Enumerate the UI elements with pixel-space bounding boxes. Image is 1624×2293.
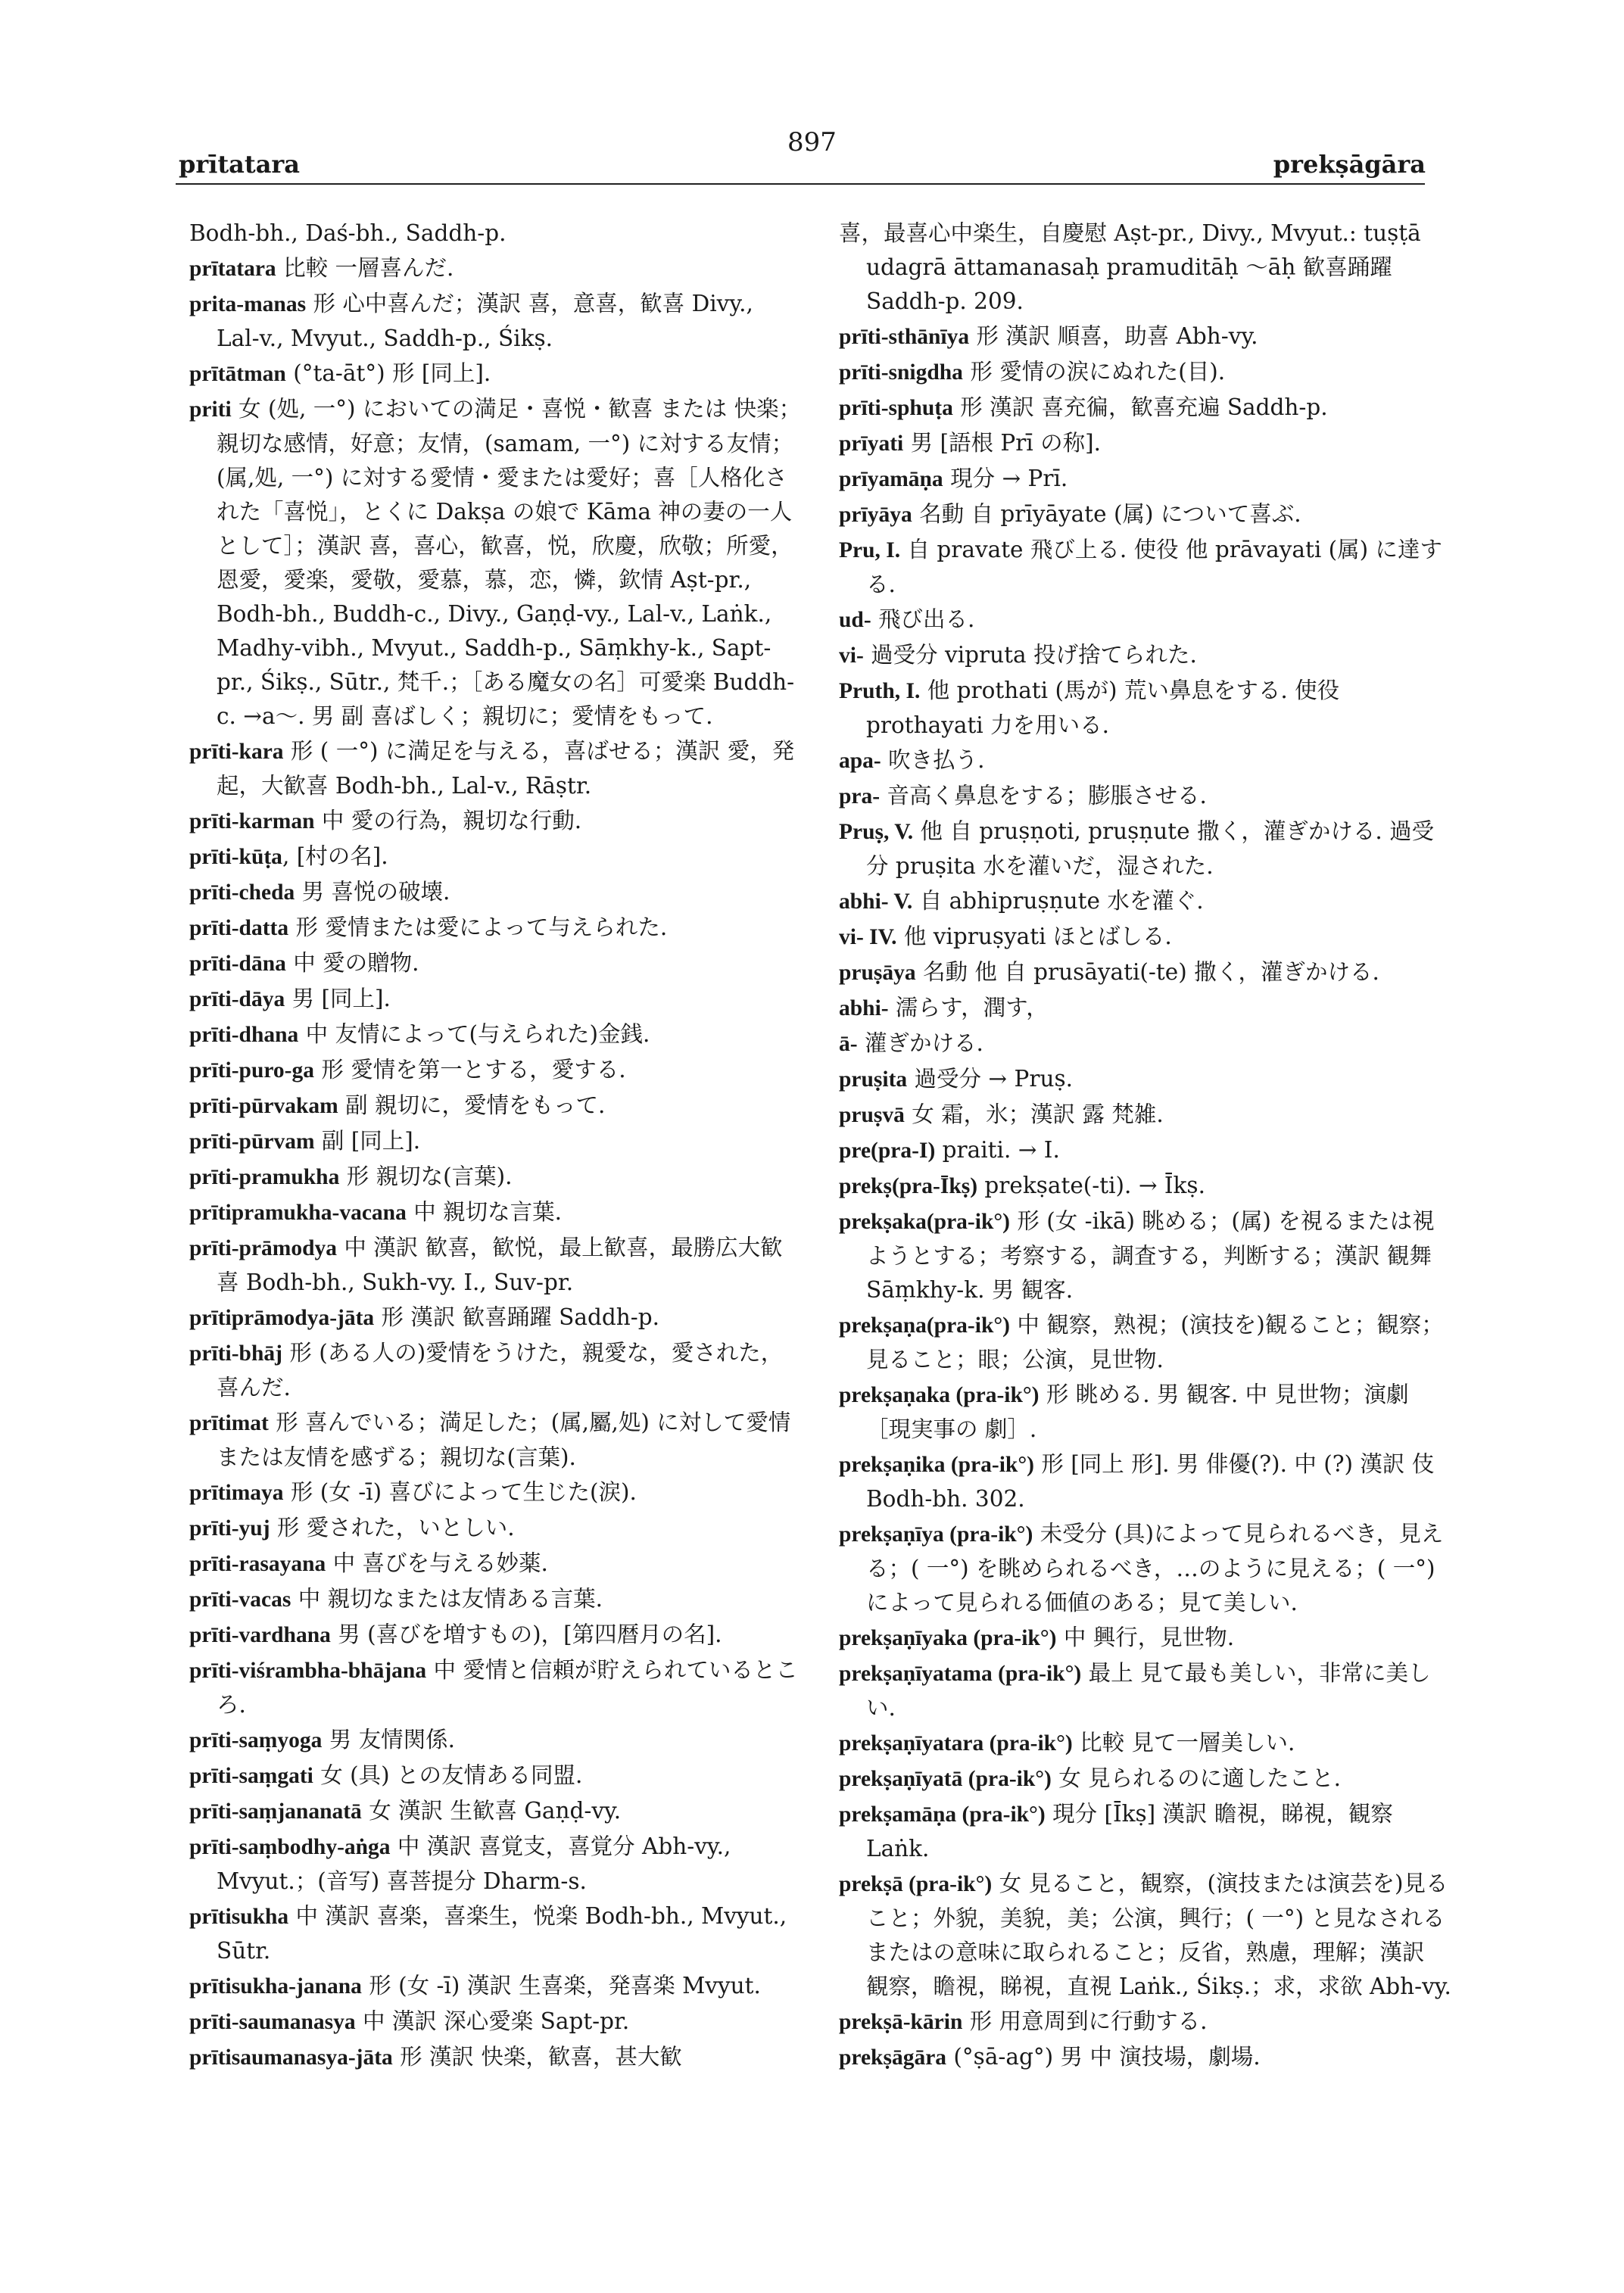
entry-definition: 男 [同上].	[285, 986, 391, 1011]
dictionary-entry	[839, 1169, 1452, 1204]
dictionary-entry	[839, 319, 1452, 354]
entry-definition: praiti. → I.	[935, 1137, 1060, 1163]
dictionary-entry	[839, 1308, 1452, 1377]
entry-definition: 形 漢訳 歓喜踊躍 Saddh-p.	[374, 1304, 659, 1330]
entry-headword: prīti-pūrvakam	[189, 1094, 338, 1118]
dictionary-entry	[839, 991, 1452, 1026]
entry-headword: prekṣā (pra-ik°)	[839, 1872, 993, 1896]
dictionary-entry	[839, 2040, 1452, 2075]
dictionary-entry	[189, 1582, 803, 1617]
entry-headword: prīti-cheda	[189, 880, 295, 905]
entry-headword: prīti-pramukha	[189, 1165, 340, 1189]
entry-headword: vi- IV.	[839, 925, 897, 949]
entry-definition: 自 pravate 飛び上る. 使役 他 prāvayati (属) に達する.	[866, 537, 1443, 597]
entry-headword: prītisukha-janana	[189, 1974, 362, 1999]
entry-definition: 飛び出る.	[871, 606, 975, 632]
dictionary-entry	[839, 955, 1452, 990]
entry-headword: prekṣaṇa(pra-ik°)	[839, 1313, 1010, 1338]
entry-headword: prītimat	[189, 1411, 269, 1435]
dictionary-entry	[839, 1621, 1452, 1656]
entry-definition: 他 自 pruṣṇoti, pruṣṇute 撒く，灌ぎかける. 過受分 pruṣita 水を灌いだ，湿された.	[866, 818, 1435, 879]
dictionary-entry	[839, 1656, 1452, 1725]
entry-headword: prīti-saumanasya	[189, 2010, 356, 2034]
entry-headword: ā-	[839, 1032, 858, 1056]
entry-definition: 男 [語根 Prī の称].	[903, 430, 1102, 456]
entry-definition: 中 漢訳 喜覚支，喜覚分 Abh-vy., Mvyut.；(音写) 喜菩提分 Dharm-s.	[217, 1833, 731, 1894]
entry-definition: 中 愛の贈物.	[285, 950, 419, 976]
entry-headword: prīti-saṃbodhy-aṅga	[189, 1835, 391, 1859]
entry-headword: prīti-dāya	[189, 987, 285, 1011]
entry-headword: prīti-kūṭa	[189, 845, 282, 869]
entry-headword: abhi- V.	[839, 889, 913, 914]
dictionary-entry	[189, 1653, 803, 1722]
dictionary-entry	[189, 1759, 803, 1793]
entry-definition: 中 興行，見世物.	[1056, 1625, 1235, 1650]
entry-headword: prītiprāmodya-jāta	[189, 1306, 375, 1330]
entry-headword: pruṣāya	[839, 961, 916, 985]
entry-headword: prīti-saṃgati	[189, 1764, 313, 1788]
entry-headword: prīti-karman	[189, 809, 315, 833]
dictionary-entry	[839, 1378, 1452, 1447]
entry-definition: 吹き払う.	[881, 747, 985, 773]
entry-definition: 形 親切な(言葉).	[339, 1164, 513, 1189]
dictionary-entry	[839, 1797, 1452, 1866]
dictionary-entry	[839, 1133, 1452, 1168]
entry-definition: 中 愛情と信頼が貯えられているところ.	[217, 1657, 798, 1718]
entry-headword: prekṣāgāra	[839, 2045, 947, 2070]
entry-definition: 女 霜，氷；漢訳 露 梵雑.	[904, 1101, 1164, 1127]
entry-headword: abhi-	[839, 996, 889, 1020]
dictionary-entry	[189, 1195, 803, 1230]
dictionary-entry	[189, 1336, 803, 1405]
entry-definition: 他 vipruṣyati ほとばしる.	[896, 924, 1172, 949]
entry-headword: prīti-kara	[189, 740, 284, 764]
entry-headword: vi-	[839, 643, 864, 668]
dictionary-entry	[839, 2005, 1452, 2039]
dictionary-entry	[839, 355, 1452, 390]
entry-definition: 中 愛の行為，親切な行動.	[314, 808, 582, 833]
entry-headword: prita-manas	[189, 292, 307, 316]
dictionary-entry	[189, 982, 803, 1017]
entry-headword: prekṣaṇīya (pra-ik°)	[839, 1522, 1033, 1547]
dictionary-entry	[189, 1475, 803, 1510]
entry-definition: (°ṣā-ag°) 男 中 演技場，劇場.	[946, 2044, 1261, 2070]
dictionary-entry	[839, 815, 1452, 883]
entry-definition: 音高く鼻息をする；膨脹させる.	[880, 783, 1207, 808]
entry-definition: 副 親切に，愛情をもって.	[338, 1092, 606, 1118]
entry-definition: 女 (処, 一°) においての満足・喜悦・歓喜 または 快楽；親切な感情，好意；友情，(samam, 一°) に対する友情；(属,処, 一°) に対する愛情・愛または愛好；喜［人格化された「喜悦」，とくに Dakṣa の娘で Kāma 神の妻の一人として］；漢訳 喜，喜心，歓喜，悦，欣慶，欣敬；所愛，恩愛，愛楽，愛敬，愛慕，慕，恋，憐，欽情 Aṣt-pr., Bodh-bh., Buddh-c., Divy., Gaṇḍ-vy., Lal-v., Laṅk., Madhy-vibh., Mvyut., Saddh-p., Sāṃkhy-k., Sapt-pr., Śikṣ., Sūtr., 梵千.；［ある魔女の名］可愛楽 Buddh-c. →a～. 男 副 喜ばしく；親切に；愛情をもって.	[217, 396, 802, 729]
dictionary-entry	[839, 1867, 1452, 2004]
entry-definition: 未受分 (具)によって見られるべき，見える；( 一°) を眺められるべき，…のように見える；( 一°) によって見られる価値のある；見て美しい.	[866, 1521, 1444, 1615]
entry-definition: 形 用意周到に行動する.	[962, 2008, 1208, 2034]
entry-definition: 過受分 → Pruṣ.	[907, 1066, 1073, 1092]
dictionary-entry	[189, 1899, 803, 1968]
entry-definition: 男 友情関係.	[322, 1727, 455, 1752]
dictionary-entry	[189, 2040, 803, 2075]
entry-headword: prīti-pūrvam	[189, 1129, 315, 1154]
dictionary-entry	[189, 287, 803, 356]
entry-headword: prītimaya	[189, 1481, 284, 1505]
entry-definition: 喜，最喜心中楽生，自慶慰 Aṣt-pr., Divy., Mvyut.: tuṣṭā udagrā āttamanasaḥ pramuditāḥ ～āḥ 歓喜踊躍 Saddh-p. 209.	[839, 220, 1421, 314]
entry-headword: prīti-dāna	[189, 952, 286, 976]
entry-definition: 形 [同上 形]. 男 俳優(?). 中 (?) 漢訳 伎 Bodh-bh. 302.	[866, 1451, 1435, 1512]
entry-headword: prīti-snigdha	[839, 360, 963, 385]
entry-headword: prīti-dhana	[189, 1023, 299, 1047]
entry-definition: 過受分 vipruta 投げ捨てられた.	[863, 642, 1197, 668]
entry-definition: 形 喜んでいる；満足した；(属,屬,処) に対して愛情または友情を感ずる；親切な(言葉).	[217, 1410, 791, 1470]
entry-headword: prītātman	[189, 362, 286, 386]
dictionary-entry	[839, 1517, 1452, 1620]
entry-headword: prekṣamāṇa (pra-ik°)	[839, 1802, 1046, 1827]
entry-headword: pruṣita	[839, 1067, 908, 1092]
entry-headword: prīti-vardhana	[189, 1623, 331, 1647]
entry-headword: prīti-prāmodya	[189, 1236, 338, 1260]
entry-definition: 形 愛情または愛によって与えられた.	[288, 914, 668, 940]
dictionary-entry	[189, 840, 803, 874]
entry-headword: Pru, I.	[839, 538, 901, 562]
dictionary-entry	[189, 1301, 803, 1335]
entry-definition: , [村の名].	[282, 843, 388, 869]
dictionary-entry	[189, 1794, 803, 1829]
entry-headword: pra-	[839, 784, 881, 808]
dictionary-entry	[839, 884, 1452, 919]
entry-definition: 灌ぎかける.	[857, 1030, 983, 1056]
entry-headword: prīti-vacas	[189, 1587, 291, 1612]
dictionary-entry	[839, 603, 1452, 637]
right-guide-word: prekṣāgāra	[1273, 150, 1426, 179]
entry-definition: 中 友情によって(与えられた)金銭.	[298, 1021, 650, 1047]
dictionary-entry	[189, 251, 803, 286]
dictionary-entry	[189, 1231, 803, 1300]
entry-definition: prekṣate(-ti). → Īkṣ.	[977, 1173, 1205, 1198]
entry-definition: 形 眺める. 男 観客. 中 見世物；演劇［現実事の 劇］.	[866, 1382, 1409, 1442]
entry-definition: 比較 見て一層美しい.	[1072, 1730, 1295, 1756]
entry-definition: 形 愛情を第一とする，愛する.	[314, 1057, 626, 1083]
dictionary-entry	[839, 426, 1452, 461]
dictionary-entry	[189, 946, 803, 981]
entry-definition: 中 漢訳 歓喜，歓悦，最上歓喜，最勝広大歓喜 Bodh-bh., Sukh-vy. I., Suv-pr.	[217, 1235, 783, 1295]
dictionary-entry	[189, 1089, 803, 1123]
entry-headword: prekṣ(pra-Īkṣ)	[839, 1174, 978, 1198]
entry-definition: 形 漢訳 快楽，歓喜，甚大歓	[392, 2044, 682, 2070]
entry-headword: pruṣvā	[839, 1103, 905, 1127]
entry-definition: (°ta-āt°) 形 [同上].	[285, 360, 491, 386]
entry-headword: prīti-sphuṭa	[839, 396, 953, 420]
entry-headword: prīyāya	[839, 503, 912, 527]
entry-headword: pre(pra-I)	[839, 1139, 936, 1163]
entry-definition: 女 見られるのに適したこと.	[1051, 1765, 1342, 1791]
entry-definition: 形 漢訳 順喜，助喜 Abh-vy.	[969, 323, 1258, 349]
dictionary-entry	[189, 734, 803, 803]
entry-definition: 自 abhipruṣṇute 水を灌ぐ.	[912, 888, 1204, 914]
entry-definition: 形 (女 -ī) 漢訳 生喜楽，発喜楽 Mvyut.	[361, 1973, 761, 1999]
entry-definition: 形 漢訳 喜充徧，歓喜充遍 Saddh-p.	[952, 394, 1328, 420]
left-column	[189, 217, 803, 2076]
entry-definition: 他 prothati (馬が) 荒い鼻息をする. 使役 prothayati 力を用いる.	[866, 678, 1340, 738]
dictionary-entry	[839, 1447, 1452, 1516]
entry-definition: 女 漢訳 生歓喜 Gaṇḍ-vy.	[361, 1798, 622, 1824]
entry-definition: 形 (女 -ikā) 眺める；(属) を視るまたは視ようとする；考察する，調査する，判断する；漢訳 観舞 Sāṃkhy-k. 男 観客.	[866, 1208, 1435, 1303]
entry-headword: prītatara	[189, 257, 276, 281]
right-column	[839, 217, 1452, 2076]
entry-headword: prīyati	[839, 431, 904, 456]
dictionary-entry	[189, 875, 803, 910]
entry-headword: prīyamāṇa	[839, 467, 943, 491]
dictionary-entry	[839, 1762, 1452, 1796]
left-guide-word: prītatara	[179, 150, 301, 179]
entry-definition: 中 漢訳 深心愛楽 Sapt-pr.	[355, 2008, 630, 2034]
header-rule	[176, 183, 1425, 185]
entry-headword: prīti-saṃjananatā	[189, 1799, 362, 1824]
entry-definition: 形 心中喜んだ；漢訳 喜，意喜，歓喜 Divy., Lal-v., Mvyut., Saddh-p., Śikṣ.	[217, 291, 753, 351]
entry-definition: 男 喜悦の破壊.	[295, 879, 450, 905]
entry-definition: 比較 一層喜んだ.	[276, 255, 454, 281]
entry-definition: 濡らす，潤す，	[888, 995, 1049, 1020]
dictionary-entry	[189, 1969, 803, 2004]
entry-headword: prīti-rasayana	[189, 1552, 326, 1576]
entry-definition: 女 見ること，観察，(演技または演芸を)見ること；外貌，美貌，美；公演，興行；( 一°) と見なされるまたはの意味に取られること；反省，熟慮，理解；漢訳 観察，瞻視，睇視，直視 Laṅk., Śikṣ.；求，求欲 Abh-vy.	[866, 1871, 1451, 1999]
entry-headword: Pruṣ, V.	[839, 820, 914, 844]
dictionary-entry	[839, 462, 1452, 497]
entry-definition: Bodh-bh., Daś-bh., Saddh-p.	[189, 220, 507, 246]
dictionary-entry	[839, 638, 1452, 673]
entry-headword: prekṣā-kārin	[839, 2010, 963, 2034]
entry-headword: prekṣaṇaka (pra-ik°)	[839, 1383, 1040, 1407]
dictionary-entry	[189, 1017, 803, 1052]
entry-headword: prekṣaṇīyatara (pra-ik°)	[839, 1731, 1073, 1756]
entry-definition: 名動 自 prīyāyate (属) について喜ぶ.	[912, 501, 1301, 527]
dictionary-entry	[839, 497, 1452, 532]
dictionary-entry	[839, 391, 1452, 425]
dictionary-entry	[839, 1204, 1452, 1307]
dictionary-entry	[839, 779, 1452, 814]
dictionary-entry	[189, 1547, 803, 1581]
dictionary-entry	[839, 217, 1452, 319]
dictionary-entry	[839, 533, 1452, 602]
entry-headword: prīti-viśrambha-bhājana	[189, 1659, 427, 1683]
entry-headword: prīti-bhāj	[189, 1341, 282, 1366]
dictionary-entry	[839, 743, 1452, 778]
dictionary-entry	[189, 1511, 803, 1546]
dictionary-entry	[839, 1098, 1452, 1132]
entry-definition: 中 親切な言葉.	[406, 1199, 562, 1225]
entry-headword: prīti-yuj	[189, 1516, 270, 1541]
dictionary-entry	[189, 1618, 803, 1653]
entry-headword: prīti-datta	[189, 916, 289, 940]
entry-definition: 形 (ある人の)愛情をうけた，親愛な，愛された，喜んだ.	[217, 1340, 784, 1400]
dictionary-entry	[839, 1027, 1452, 1061]
entry-headword: prekṣaṇīyatama (pra-ik°)	[839, 1662, 1082, 1686]
entry-headword: prīti-saṃyoga	[189, 1728, 323, 1752]
entry-definition: 形 愛された，いとしい.	[270, 1515, 515, 1541]
entry-headword: prekṣaṇika (pra-ik°)	[839, 1453, 1034, 1477]
entry-headword: prekṣaṇīyaka (pra-ik°)	[839, 1626, 1057, 1650]
dictionary-entry	[189, 804, 803, 839]
entry-definition: 女 (具) との友情ある同盟.	[313, 1762, 583, 1788]
entry-definition: 中 親切なまたは友情ある言葉.	[291, 1586, 603, 1612]
entry-definition: 最上 見て最も美しい，非常に美しい.	[866, 1660, 1431, 1721]
entry-definition: 形 愛情の涙にぬれた(目).	[962, 359, 1226, 385]
dictionary-entry	[839, 920, 1452, 955]
entry-headword: Pruth, I.	[839, 679, 921, 703]
entry-headword: prīti-puro-ga	[189, 1058, 314, 1083]
entry-definition: 中 観察，熟視；(演技を)観ること；観察；見ること；眼；公演，見世物.	[866, 1312, 1444, 1372]
entry-definition: 中 漢訳 喜楽，喜楽生，悦楽 Bodh-bh., Mvyut., Sūtr.	[217, 1903, 787, 1964]
entry-definition: 男 (喜びを増すもの)，[第四暦月の名].	[330, 1622, 722, 1647]
entry-headword: prītisukha	[189, 1905, 289, 1929]
dictionary-entry	[189, 1406, 803, 1475]
entry-headword: prīti-sthānīya	[839, 325, 970, 349]
dictionary-entry	[839, 1062, 1452, 1097]
entry-headword: apa-	[839, 749, 881, 773]
entry-headword: prītisaumanasya-jāta	[189, 2045, 393, 2070]
dictionary-entry	[189, 217, 803, 251]
dictionary-entry	[189, 1053, 803, 1088]
dictionary-entry	[189, 392, 803, 734]
dictionary-entry	[839, 674, 1452, 743]
dictionary-entry	[189, 1124, 803, 1159]
dictionary-entry	[189, 357, 803, 391]
dictionary-entry	[189, 911, 803, 946]
entry-definition: 現分 → Prī.	[943, 466, 1068, 491]
entry-headword: prītipramukha-vacana	[189, 1201, 407, 1225]
entry-definition: 形 (女 -ī) 喜びによって生じた(涙).	[283, 1479, 637, 1505]
entry-headword: ud-	[839, 608, 871, 632]
entry-definition: 副 [同上].	[314, 1128, 421, 1154]
entry-headword: prekṣaka(pra-ik°)	[839, 1210, 1010, 1234]
dictionary-entry	[189, 1723, 803, 1758]
entry-definition: 名動 他 自 prusāyati(-te) 撒く，灌ぎかける.	[915, 959, 1379, 985]
entry-definition: 中 喜びを与える妙薬.	[326, 1550, 548, 1576]
dictionary-entry	[189, 1830, 803, 1899]
entry-headword: priti	[189, 397, 232, 422]
entry-headword: prekṣaṇīyatā (pra-ik°)	[839, 1767, 1052, 1791]
entry-definition: 現分 [Īkṣ] 漢訳 瞻視，睇視，観察 Laṅk.	[866, 1801, 1393, 1862]
entry-definition: 形 ( 一°) に満足を与える，喜ばせる；漢訳 愛，発起，大歓喜 Bodh-bh., Lal-v., Rāṣtr.	[217, 738, 795, 799]
dictionary-entry	[189, 1160, 803, 1195]
dictionary-entry	[839, 1726, 1452, 1761]
dictionary-entry	[189, 2005, 803, 2039]
page-number: 897	[787, 127, 837, 157]
